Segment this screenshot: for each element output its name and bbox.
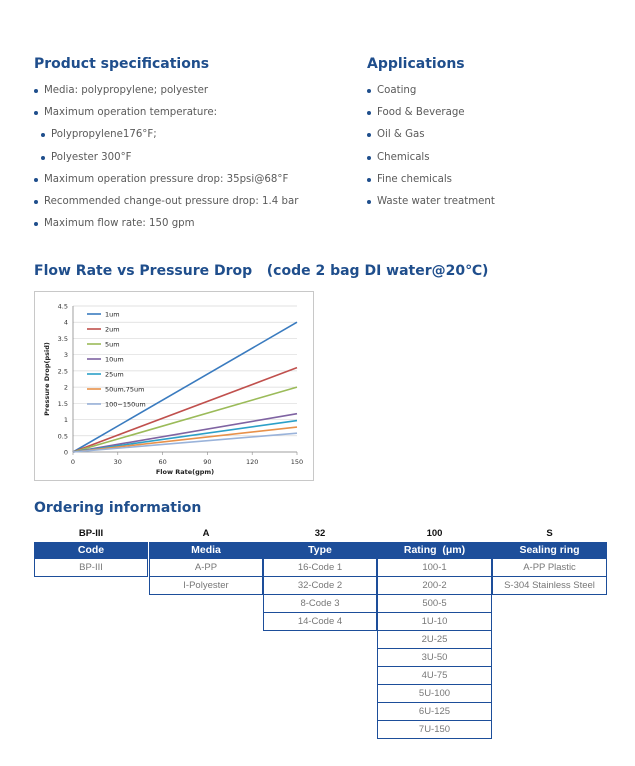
ordering-cell: 100-1: [377, 559, 492, 577]
legend-label: 5um: [105, 340, 120, 349]
y-tick-label: 1: [63, 416, 68, 425]
y-tick-label: 3.5: [57, 334, 68, 343]
legend-label: 100~150um: [105, 400, 146, 409]
spec-item: Maximum operation temperature:: [34, 106, 298, 128]
ordering-column: [492, 528, 607, 595]
ordering-cell: 200-2: [377, 577, 492, 595]
ordering-cell: 7U-150: [377, 721, 492, 739]
ordering-cell: I-Polyester: [149, 577, 263, 595]
applications-heading: Applications: [367, 56, 465, 72]
x-tick-label: 0: [70, 458, 76, 466]
ordering-cell: 500-5: [377, 595, 492, 613]
y-tick-label: 2: [63, 383, 68, 392]
ordering-cell: S-304 Stainless Steel: [492, 577, 607, 595]
x-tick-label: 60: [158, 458, 167, 466]
x-axis-label: Flow Rate(gpm): [155, 468, 215, 476]
chart-heading: Flow Rate vs Pressure Drop (code 2 bag DI water@20℃): [34, 263, 489, 279]
ordering-cell: 4U-75: [377, 667, 492, 685]
y-tick-label: 3: [63, 351, 68, 360]
chart-frame: [34, 291, 314, 481]
y-tick-label: 1.5: [57, 399, 68, 408]
ordering-cell: 6U-125: [377, 703, 492, 721]
ordering-column-header: Sealing ring: [492, 542, 607, 559]
ordering-cell: A-PP: [149, 559, 263, 577]
y-tick-label: 0.5: [57, 432, 68, 441]
application-item: Waste water treatment: [367, 195, 495, 217]
ordering-column-header: Rating (μm): [377, 542, 492, 559]
ordering-cell: 16-Code 1: [263, 559, 377, 577]
x-tick-label: 90: [203, 458, 212, 466]
spec-subitem: Polyester 300°F: [41, 151, 298, 173]
legend-label: 10um: [105, 355, 124, 364]
product-specifications-heading: Product specifications: [34, 56, 210, 72]
ordering-column-header: Type: [263, 542, 377, 559]
spec-item: Maximum operation pressure drop: 35psi@68°F: [34, 173, 298, 195]
ordering-column: [377, 528, 492, 739]
ordering-cell: 1U-10: [377, 613, 492, 631]
x-tick-label: 30: [113, 458, 122, 466]
ordering-column: [263, 528, 377, 631]
ordering-column-header: Media: [149, 542, 263, 559]
ordering-cell: 3U-50: [377, 649, 492, 667]
ordering-example-value: BP-III: [78, 528, 104, 539]
ordering-example-value: A: [202, 528, 210, 539]
ordering-column: [34, 528, 148, 577]
legend-label: 1um: [105, 310, 120, 319]
legend-label: 2um: [105, 325, 120, 334]
ordering-example-value: 32: [314, 528, 326, 539]
y-tick-label: 4: [63, 318, 68, 327]
application-item: Food & Beverage: [367, 106, 495, 128]
ordering-cell: 5U-100: [377, 685, 492, 703]
y-axis-label: Pressure Drop(psid): [43, 342, 51, 416]
spec-subitem: Polypropylene176°F;: [41, 128, 298, 150]
application-item: Coating: [367, 84, 495, 106]
ordering-cell: BP-III: [34, 559, 148, 577]
ordering-column: [149, 528, 263, 595]
y-tick-label: 4.5: [57, 302, 68, 311]
y-tick-label: 2.5: [57, 367, 68, 376]
application-item: Chemicals: [367, 151, 495, 173]
spec-item: Recommended change-out pressure drop: 1.4 bar: [34, 195, 298, 217]
applications-list: [367, 84, 495, 217]
ordering-heading: Ordering information: [34, 500, 202, 516]
legend-label: 50um,75um: [105, 385, 145, 394]
application-item: Oil & Gas: [367, 128, 495, 150]
y-tick-label: 0: [63, 448, 68, 457]
ordering-cell: 8-Code 3: [263, 595, 377, 613]
ordering-cell: 32-Code 2: [263, 577, 377, 595]
ordering-cell: 14-Code 4: [263, 613, 377, 631]
x-tick-label: 120: [245, 458, 259, 466]
legend-label: 25um: [105, 370, 124, 379]
spec-list: [34, 84, 298, 239]
x-tick-label: 150: [290, 458, 304, 466]
ordering-cell: A-PP Plastic: [492, 559, 607, 577]
spec-item: Maximum flow rate: 150 gpm: [34, 217, 298, 239]
ordering-column-header: Code: [34, 542, 148, 559]
flow-pressure-chart: [35, 292, 315, 482]
spec-item: Media: polypropylene; polyester: [34, 84, 298, 106]
application-item: Fine chemicals: [367, 173, 495, 195]
ordering-example-value: 100: [426, 528, 443, 539]
ordering-example-value: S: [546, 528, 553, 539]
ordering-cell: 2U-25: [377, 631, 492, 649]
